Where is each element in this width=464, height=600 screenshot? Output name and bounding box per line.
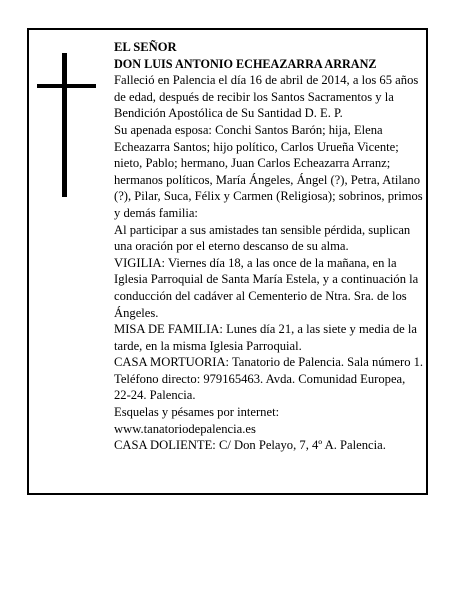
family-mass-paragraph: MISA DE FAMILIA: Lunes día 21, a las siete y media de la tarde, en la misma Iglesia Parroquial.: [114, 322, 418, 353]
vigil-paragraph: VIGILIA: Viernes día 18, a las once de la mañana, en la Iglesia Parroquial de Santa María Estela, y a continuación la conducción del cadáver al Cementerio de Ntra. Sra. de los Ángeles.: [114, 255, 419, 320]
family-paragraph: Su apenada esposa: Conchi Santos Barón; hija, Elena Echeazarra Santos; hijo político, Carlos Urueña Vicente; nieto, Pablo; hermano, Juan Carlos Echeazarra Arranz; hermanos políticos, María Ángeles, Ángel (?), Petra, Atilano (?), Pilar, Suca, Félix y Carmen (Religiosa); sobrinos, primos y demás familia:: [114, 122, 423, 220]
funeral-home-paragraph: CASA MORTUORIA: Tanatorio de Palencia. Sala número 1. Teléfono directo: 979165463. Avda. Comunidad Europea, 22-24. Palencia.: [114, 355, 424, 403]
cross-icon: [62, 53, 67, 197]
deceased-name: DON LUIS ANTONIO ECHEAZARRA ARRANZ: [114, 56, 377, 71]
notice-title: EL SEÑOR: [114, 40, 177, 54]
request-paragraph: Al participar a sus amistades tan sensible pérdida, suplican una oración por el eterno descanso de su alma.: [114, 222, 411, 254]
obituary-text-block: [114, 39, 424, 454]
online-condolences-paragraph: Esquelas y pésames por internet: www.tanatoriodepalencia.es: [114, 405, 280, 436]
death-notice-paragraph: Falleció en Palencia el día 16 de abril de 2014, a los 65 años de edad, después de recibir los Santos Sacramentos y la Bendición Apostólica de Su Santidad D. E. P.: [114, 73, 419, 121]
cross-icon-crossbar: [37, 84, 96, 88]
mourning-house-paragraph: CASA DOLIENTE: C/ Don Pelayo, 7, 4º A. Palencia.: [114, 438, 386, 453]
